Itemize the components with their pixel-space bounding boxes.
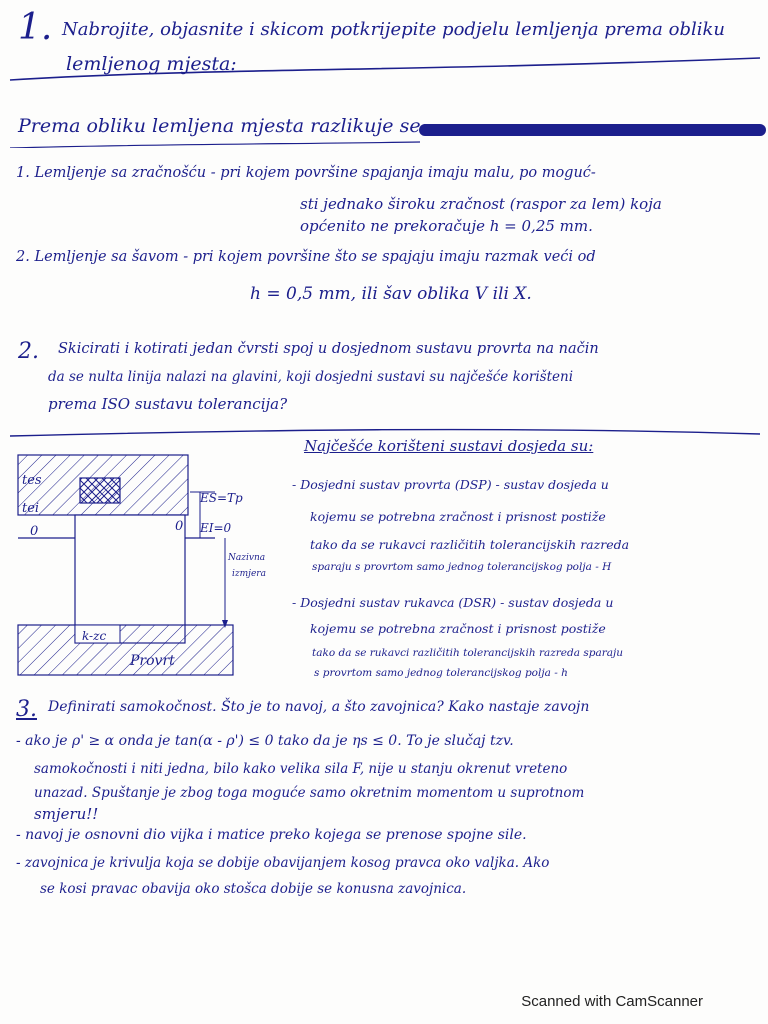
q3-bullet-1-line-2: samokočnosti i niti jedna, bilo kako velika sila F, nije u stanju okrenut vreteno — [34, 761, 568, 777]
q3-bullet-2: - navoj je osnovni dio vijka i matice preko kojega se prenose spojne sile. — [16, 827, 527, 843]
tolerance-field — [80, 478, 120, 503]
question-2-line-2: da se nulta linija nalazi na glavini, koji dosjedni sustavi su najčešće korišteni — [48, 369, 574, 385]
q3-bullet-1-line-4: smjeru!! — [34, 805, 99, 823]
item-2-line-2: h = 0,5 mm, ili šav oblika V ili X. — [250, 284, 532, 304]
tolerance-diagram — [0, 440, 290, 690]
label-ei: EI=0 — [200, 521, 232, 535]
label-tes: tes — [22, 473, 42, 488]
dsp-line-2: kojemu se potrebna zračnost i prisnost postiže — [310, 509, 606, 524]
q3-bullet-3-line-2: se kosi pravac obavija oko stošca dobije se konusna zavojnica. — [40, 881, 467, 897]
dsr-line-2: kojemu se potrebna zračnost i prisnost postiže — [310, 621, 606, 636]
scanner-watermark: Scanned with CamScanner — [521, 993, 703, 1010]
dsr-line-4: s provrtom samo jednog tolerancijskog polja - h — [314, 667, 568, 679]
question-2-number: 2. — [18, 339, 39, 364]
question-3-number: 3. — [16, 697, 37, 722]
label-zero-left: 0 — [30, 524, 39, 539]
dsr-line-3: tako da se rukavci različitih tolerancijskih razreda sparaju — [312, 647, 624, 659]
label-k: k-zc — [82, 629, 107, 643]
question-3-title: Definirati samokočnost. Što je to navoj, a što zavojnica? Kako nastaje zavojn — [48, 699, 590, 715]
label-zero-right: 0 — [175, 519, 184, 534]
question-2-line-1: Skicirati i kotirati jedan čvrsti spoj u dosjednom sustavu provrta na način — [58, 341, 599, 357]
q3-bullet-1-line-3: unazad. Spuštanje je zbog toga moguće samo okretnim momentom u suprotnom — [34, 785, 585, 801]
item-1-line-3: općenito ne prekoračuje h = 0,25 mm. — [300, 217, 593, 235]
q3-bullet-1-line-1: - ako je ρ' ≥ α onda je tan(α - ρ') ≤ 0 tako da je ηs ≤ 0. To je slučaj tzv. — [16, 733, 514, 749]
dsr-line-1: - Dosjedni sustav rukavca (DSR) - sustav dosjeda u — [292, 595, 614, 610]
question-1-text-cont: lemljenog mjesta: — [66, 53, 237, 75]
dsp-line-4: sparaju s provrtom samo jednog tolerancijskog polja - H — [312, 561, 612, 573]
label-nazivna: Nazivna — [228, 553, 266, 563]
item-1-line-1: 1. Lemljenje sa zračnošću - pri kojem površine spajanja imaju malu, po moguć- — [16, 165, 596, 181]
hatched-part-bottom — [18, 625, 233, 675]
q3-bullet-3-line-1: - zavojnica je krivulja koja se dobije obavijanjem kosog pravca oko valjka. Ako — [16, 855, 550, 871]
label-es: ES=Tp — [200, 491, 243, 505]
systems-heading: Najčešće korišteni sustavi dosjeda su: — [304, 437, 594, 455]
separator-line — [0, 0, 768, 110]
question-2-line-3: prema ISO sustavu tolerancija? — [48, 395, 288, 413]
shaft-body — [75, 515, 185, 643]
section-heading: Prema obliku lemljena mjesta razlikuje se: — [18, 115, 427, 137]
question-1-text: Nabrojite, objasnite i skicom potkrijepite podjelu lemljenja prema obliku — [62, 19, 726, 40]
dsp-line-1: - Dosjedni sustav provrta (DSP) - sustav dosjeda u — [292, 477, 609, 492]
scribble-mark — [0, 115, 768, 148]
label-provrt: Provrt — [130, 653, 175, 669]
question-1-number: 1. — [18, 7, 53, 48]
dsp-line-3: tako da se rukavci različitih tolerancijskih razreda — [310, 537, 630, 552]
item-1-line-2: sti jednako široku zračnost (raspor za lem) koja — [300, 195, 662, 213]
item-2-line-1: 2. Lemljenje sa šavom - pri kojem površine što se spajaju imaju razmak veći od — [16, 249, 596, 265]
label-mjera: izmjera — [232, 569, 266, 579]
label-tei: tei — [22, 501, 40, 516]
